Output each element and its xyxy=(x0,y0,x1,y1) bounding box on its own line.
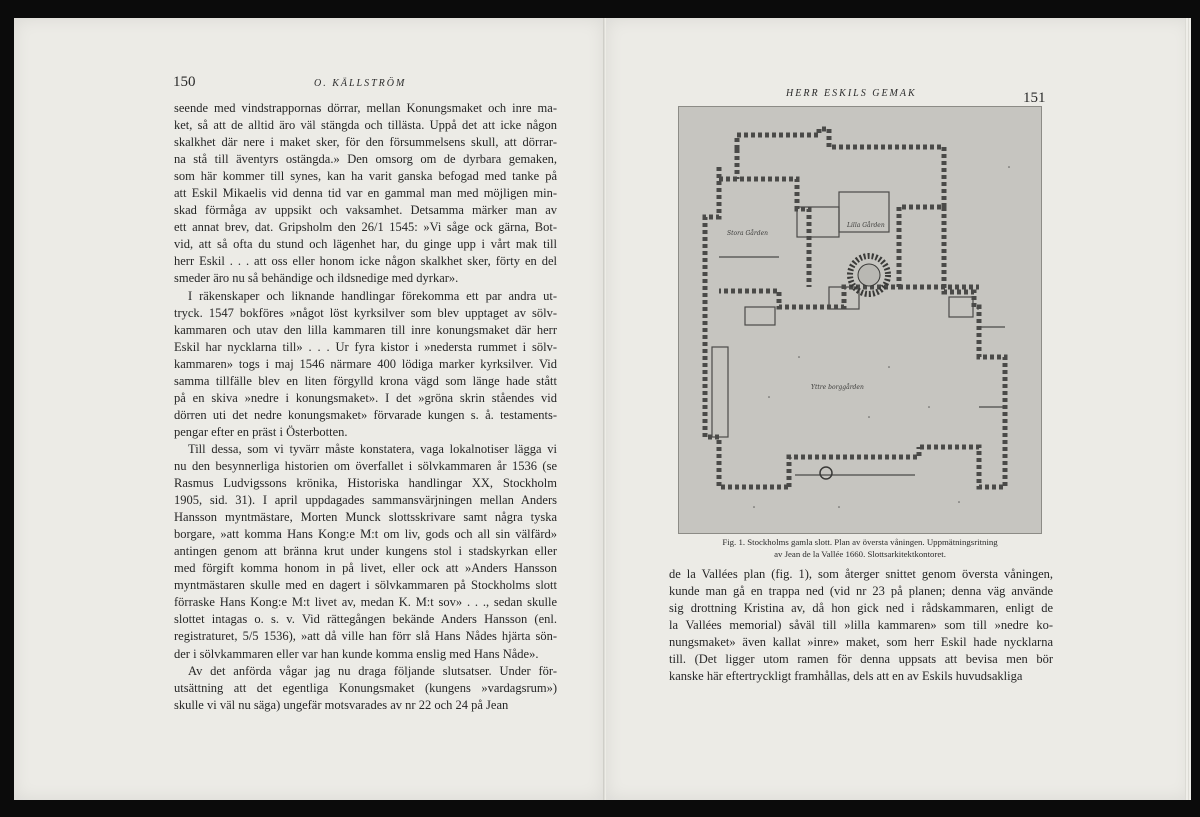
text-line: sig drottning Kristina av, då hon gick ned i rådskammaren, enligt de xyxy=(669,601,1053,616)
text-line: ett annat brev, dat. Gripsholm den 26/1 1545: »Vi såge ock gärna, Bot- xyxy=(174,220,557,235)
text-line: slottet intagas o. s. v. Vid rättegången bekände Anders Hansson (enl. xyxy=(174,612,557,627)
page-number-right: 151 xyxy=(1023,90,1046,106)
running-head-right: HERR ESKILS GEMAK xyxy=(786,88,917,99)
text-line: förraske Hans Kong:e M:t livet av, medan K. M:t sov» . . ., sedan skulle xyxy=(174,595,557,610)
page-edge xyxy=(1185,18,1191,800)
text-line: herr Eskil . . . att oss eller honom icke någon skalkhet sker, förty en del xyxy=(174,254,557,269)
text-line: Eskil har nycklarna till» . . . Ur fyra kistor i »nedersta rummet i sölv- xyxy=(174,339,557,354)
text-line: smeder äro nu så behändige och ildsnedige med dyrkar». xyxy=(174,271,459,286)
left-body-text xyxy=(174,100,557,714)
text-line: dörren uti det nedre konungsmaket» förvarade kungen s. å. testaments- xyxy=(174,407,557,422)
text-line: skulle vi väl nu säga) ungefär motsvarades av nr 22 och 24 på Jean xyxy=(174,697,509,712)
text-line: skalkhet där nere i maket sker, för den försummelsens skull, att dörrar- xyxy=(174,135,557,150)
text-line: kanske här eftertryckligt framhållas, dels att en av Eskils huvudsakliga xyxy=(669,669,1023,684)
text-line: ket, så att de alltid äro väl stängda och tillästa. Uppå det att icke någon xyxy=(174,118,557,133)
text-line: skad förmåga av uppsikt och vaksamhet. Detsamma märker man av xyxy=(174,203,557,218)
left-page xyxy=(14,18,605,800)
caption-line: av Jean de la Vallée 1660. Slottsarkitektkontoret. xyxy=(774,549,946,559)
right-page xyxy=(606,18,1191,800)
caption-line: Fig. 1. Stockholms gamla slott. Plan av översta våningen. Uppmätningsritning xyxy=(722,537,998,547)
text-line: la Vallées memorial) såväl till »lilla kammaren» som till »nedre ko- xyxy=(669,618,1053,633)
text-line: med förgift komma honom in på livet, eller ock att »Anders Hansson xyxy=(174,561,557,576)
page-number-left: 150 xyxy=(173,74,196,90)
text-line: som här kommer till synes, kan ha varit ganska befogad med tanke på xyxy=(174,169,557,184)
text-line: kammaren» togs i maj 1546 närmare 400 lödiga marker kyrksilver. Vid xyxy=(174,356,557,371)
text-line: antingen genom att bränna krut under kungens stol i stadskyrkan eller xyxy=(174,544,557,559)
text-line: Hansson myntmästare, Morten Munck slottsskrivare samt några tyska xyxy=(174,510,557,525)
text-line: på en skiva »nedre i konungsmaket». I det »gröna skrin ståendes vid xyxy=(174,390,557,405)
text-line: kammaren och utav den lilla kammaren till inre konungsmaket där herr xyxy=(174,322,557,337)
plan-label-yttre-borggarden: Yttre borggården xyxy=(811,384,864,391)
plan-label-lilla-garden: Lilla Gården xyxy=(847,222,885,229)
text-line: Rasmus Ludvigssons krönika, Historiska handlingar XX, Stockholm xyxy=(174,476,557,491)
text-line: vid, att så ofta du stund och lägenhet har, du ginge upp i vårt mak till xyxy=(174,237,557,252)
floor-plan-drawing xyxy=(679,107,1041,533)
plan-label-stora-garden: Stora Gården xyxy=(727,230,768,237)
text-line: att Eskil Mikaelis vid denna tid var en gammal man med möjligen min- xyxy=(174,186,557,201)
castle-floor-plan xyxy=(678,106,1042,534)
text-line: Till dessa, som vi tyvärr måste konstatera, vaga lokalnotiser lägga vi xyxy=(188,441,557,456)
text-line: till. (Det ligger utom ramen för denna uppsats att bevisa men bör xyxy=(669,652,1053,667)
text-line: utsättning att det egentliga Konungsmaket (kungens »vardagsrum») xyxy=(174,680,557,695)
text-line: der i sölvkammaren eller var han kunde komma enslig med Hans Nåde». xyxy=(174,646,539,661)
figure-caption xyxy=(670,536,1050,560)
text-line: pengar efter en präst i Österbotten. xyxy=(174,424,348,439)
text-line: I räkenskaper och liknande handlingar förekomma ett par andra ut- xyxy=(188,288,557,303)
text-line: registraturet, 5/5 1536), »att då ville han förr slå Hans Nådes hjärta sön- xyxy=(174,629,557,644)
text-line: na stå till äventyrs ostängda.» Den omsorg om de dyrbara gemaken, xyxy=(174,152,557,167)
right-body-text xyxy=(669,566,1053,685)
text-line: myntmästaren skulle med en dagert i sölvkammaren på Stockholms slott xyxy=(174,578,557,593)
text-line: nu den besynnerliga historien om överfallet i sölvkammaren år 1536 (se xyxy=(174,458,557,473)
text-line: samma tillfälle blev en liten förgylld krona vägd som länge hade stått xyxy=(174,373,557,388)
text-line: kunde man gå en trappa ned (vid nr 23 på planen; denna väg använde xyxy=(669,584,1053,599)
text-line: nungsmaket» även kallat »inre» maket, som herr Eskil hade nycklarna xyxy=(669,635,1053,650)
text-line: Av det anförda vågar jag nu draga följande slutsatser. Under för- xyxy=(188,663,557,678)
text-line: seende med vindstrappornas dörrar, mellan Konungsmaket och inre ma- xyxy=(174,101,557,115)
text-line: 1905, sid. 31). I april uppdagades sammansvärjningen mellan Anders xyxy=(174,493,557,508)
text-line: borgare, »att komma Hans Kong:e M:t om liv, gods och all sin välfärd» xyxy=(174,527,557,542)
text-line: tryck. 1547 bokföres »något löst kyrksilver som blev upptaget av sölv- xyxy=(174,305,557,320)
running-head-left: O. KÄLLSTRÖM xyxy=(314,78,407,89)
text-line: de la Vallées plan (fig. 1), som återger snittet genom översta våningen, xyxy=(669,567,1053,581)
